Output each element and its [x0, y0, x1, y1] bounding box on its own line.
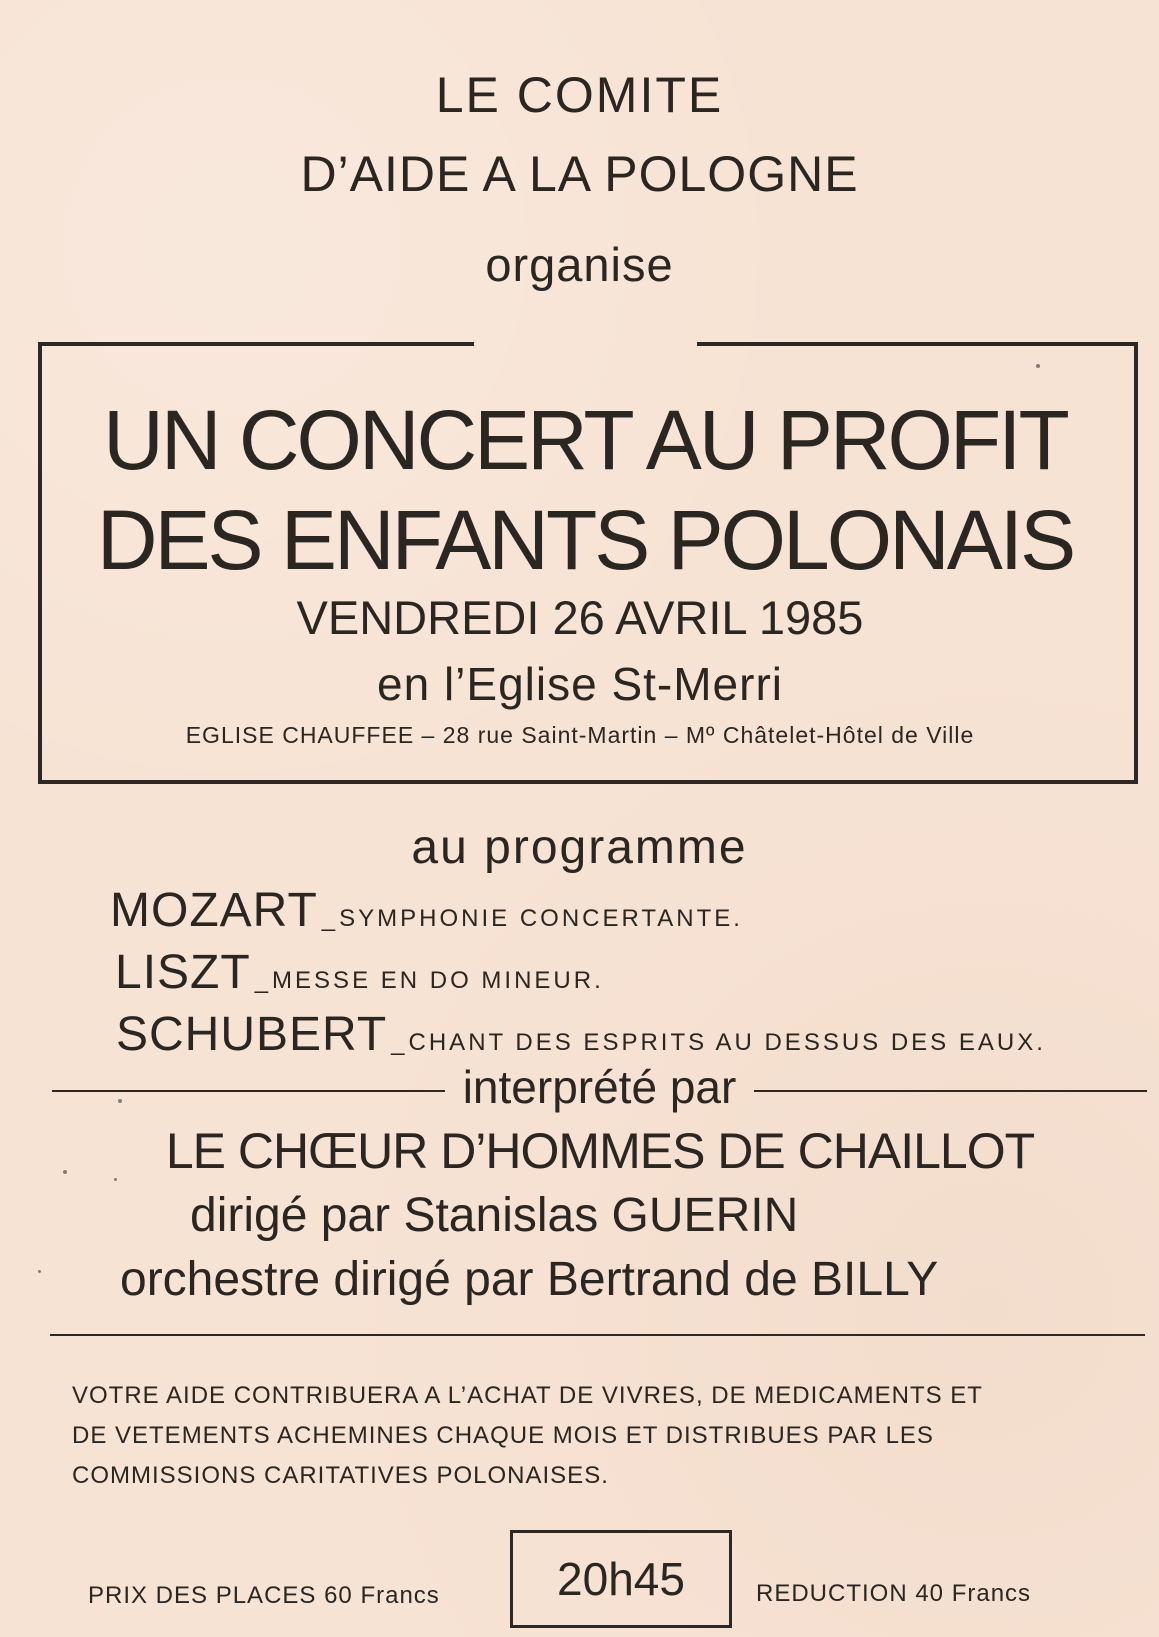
event-title-line1: UN CONCERT AU PROFIT: [103, 393, 1067, 487]
program-work: SYMPHONIE CONCERTANTE.: [339, 905, 743, 932]
program-composer: SCHUBERT: [116, 1008, 388, 1061]
header-organization-line2: D’AIDE A LA POLOGNE: [300, 146, 859, 202]
program-dash: _: [391, 1029, 405, 1056]
interpreted-right-rule: [754, 1090, 1147, 1092]
interpreted-left-rule: [52, 1090, 445, 1092]
event-venue: en l’Eglise St-Merri: [377, 658, 783, 710]
notice-line3: COMMISSIONS CARITATIVES POLONAISES.: [72, 1462, 609, 1489]
print-speck: [118, 1099, 122, 1103]
event-address: EGLISE CHAUFFEE – 28 rue Saint-Martin – Mº Châtelet-Hôtel de Ville: [185, 722, 975, 748]
event-title-line2: DES ENFANTS POLONAIS: [96, 493, 1074, 587]
program-dash: _: [321, 905, 336, 932]
program-composer: MOZART: [110, 884, 318, 937]
print-speck: [63, 1170, 67, 1174]
orchestra-director: orchestre dirigé par Bertrand de BILLY: [120, 1253, 939, 1306]
program-dash: _: [254, 967, 269, 994]
notice-line2: DE VETEMENTS ACHEMINES CHAQUE MOIS ET DISTRIBUES PAR LES: [72, 1422, 934, 1449]
ticket-price: PRIX DES PLACES 60 Francs: [88, 1582, 440, 1609]
choir-name: LE CHŒUR D’HOMMES DE CHAILLOT: [165, 1123, 1035, 1179]
print-speck: [1036, 364, 1040, 368]
event-date: VENDREDI 26 AVRIL 1985: [296, 591, 864, 644]
program-work: MESSE EN DO MINEUR.: [272, 967, 604, 994]
choir-director: dirigé par Stanislas GUERIN: [190, 1189, 799, 1242]
program-item-mozart: [110, 883, 1110, 938]
interpreted-by-text: interprété par: [462, 1061, 737, 1113]
print-speck: [114, 1178, 117, 1181]
interpreted-by-row: [52, 1060, 1147, 1114]
section-divider: [50, 1334, 1145, 1336]
print-speck: [38, 1270, 41, 1273]
program-composer: LISZT: [115, 946, 251, 999]
program-item-schubert: [116, 1007, 1116, 1062]
reduced-price: REDUCTION 40 Francs: [756, 1580, 1032, 1607]
program-heading: au programme: [411, 821, 748, 874]
program-work: CHANT DES ESPRITS AU DESSUS DES EAUX.: [408, 1029, 1046, 1056]
header-organizes-text: organise: [485, 238, 674, 291]
notice-line1: VOTRE AIDE CONTRIBUERA A L’ACHAT DE VIVRES, DE MEDICAMENTS ET: [72, 1382, 983, 1409]
start-time: 20h45: [557, 1553, 685, 1605]
start-time-box: [510, 1530, 732, 1628]
program-item-liszt: [115, 945, 1115, 1000]
header-organization-line1: LE COMITE: [435, 67, 724, 123]
